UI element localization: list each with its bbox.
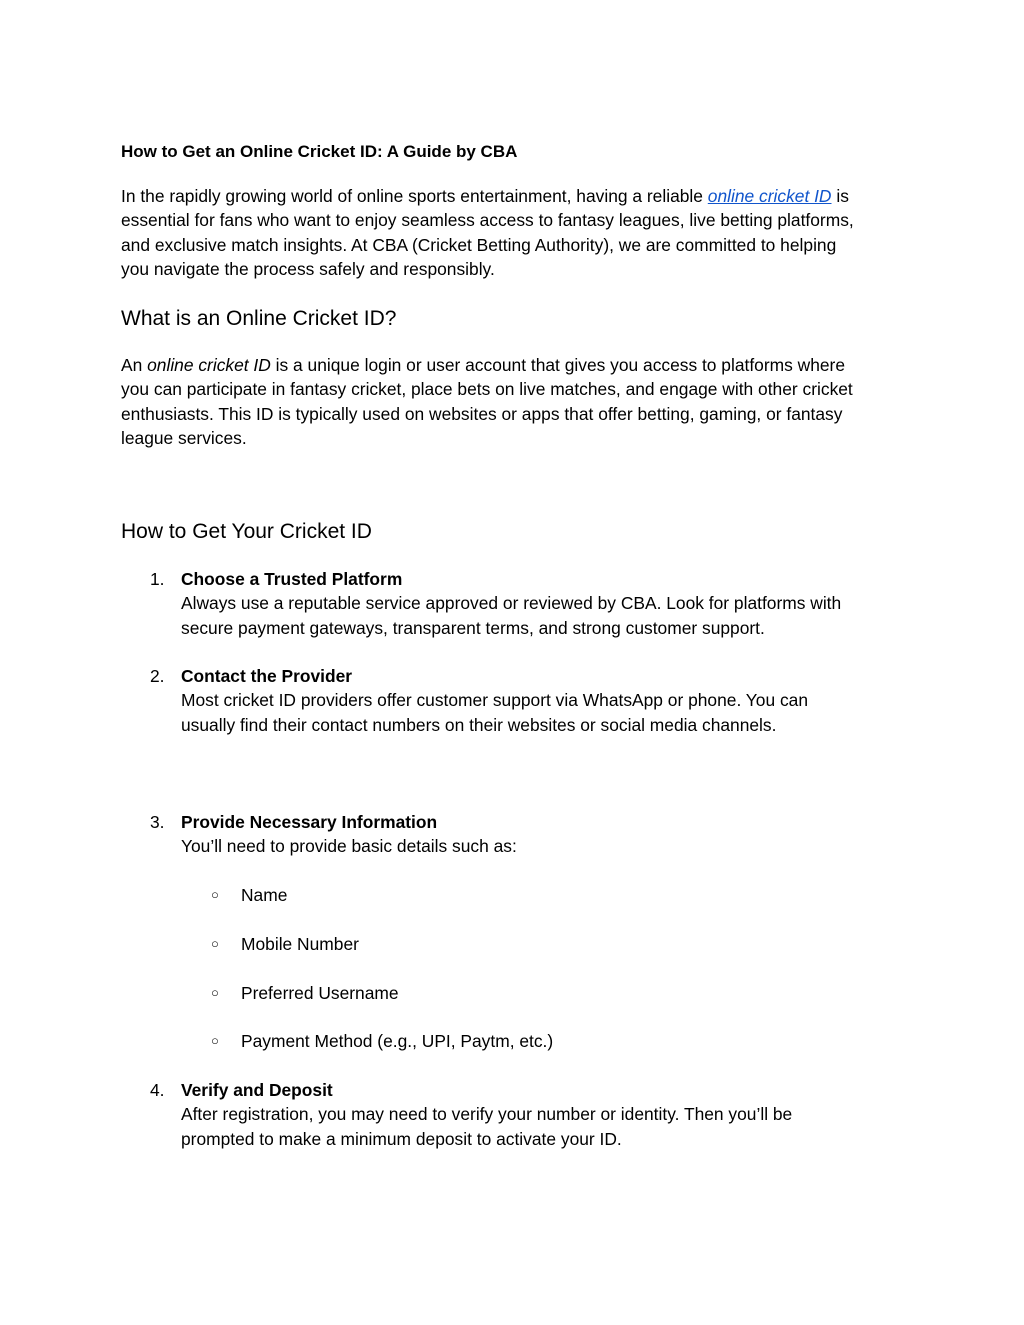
step-heading: Choose a Trusted Platform	[181, 569, 403, 589]
hollow-circle-bullet-icon: ○	[211, 887, 219, 902]
what-is-line-4: league services.	[121, 427, 247, 448]
step-body	[181, 567, 911, 640]
hollow-circle-bullet-icon: ○	[211, 1033, 219, 1048]
intro-text: is	[831, 186, 849, 206]
step-number: 1.	[150, 569, 165, 589]
list-item-text: Payment Method (e.g., UPI, Paytm, etc.)	[241, 1031, 554, 1051]
hollow-circle-bullet-icon: ○	[211, 985, 219, 1000]
step-body	[181, 664, 911, 737]
step-text-line-2: usually find their contact numbers on their websites or social media channels.	[181, 714, 777, 735]
online-cricket-id-link[interactable]: online cricket ID	[707, 186, 832, 206]
what-is-line-3: enthusiasts. This ID is typically used on websites or apps that offer betting, gaming, or fantasy	[121, 403, 843, 424]
list-item-text: Mobile Number	[241, 934, 359, 954]
document-title: How to Get an Online Cricket ID: A Guide by CBA	[121, 142, 518, 161]
step-text-line-1: Always use a reputable service approved or reviewed by CBA. Look for platforms with	[181, 593, 842, 614]
step-text-line-2: prompted to make a minimum deposit to activate your ID.	[181, 1128, 622, 1149]
step-heading: Contact the Provider	[181, 666, 353, 686]
step-text-line-1: You’ll need to provide basic details such as:	[181, 836, 517, 857]
intro-text: In the rapidly growing world of online sports entertainment, having a reliable	[121, 186, 708, 206]
what-is-text: is a unique login or user account that gives you access to platforms where	[270, 355, 846, 375]
intro-line-4: you navigate the process safely and responsibly.	[121, 258, 495, 279]
step-number: 4.	[150, 1080, 165, 1100]
step-number: 2.	[150, 666, 165, 686]
step-number: 3.	[150, 812, 165, 832]
list-item-text: Name	[241, 885, 288, 905]
step-text-line-1: Most cricket ID providers offer customer support via WhatsApp or phone. You can	[181, 690, 809, 711]
step-text-line-2: secure payment gateways, transparent terms, and strong customer support.	[181, 617, 765, 638]
intro-line-3: and exclusive match insights. At CBA (Cricket Betting Authority), we are committed to helping	[121, 234, 837, 255]
step-heading: Verify and Deposit	[181, 1080, 333, 1100]
intro-line-1	[121, 184, 906, 208]
what-is-italic-term: online cricket ID	[147, 355, 271, 375]
what-is-paragraph	[121, 353, 906, 450]
what-is-line-2: you can participate in fantasy cricket, place bets on live matches, and engage with other cricket	[121, 379, 853, 400]
intro-paragraph	[121, 184, 906, 281]
what-is-text: An	[121, 355, 148, 375]
section-heading-what-is: What is an Online Cricket ID?	[121, 307, 397, 330]
step-body	[181, 810, 911, 859]
intro-line-2: essential for fans who want to enjoy seamless access to fantasy leagues, live betting platforms,	[121, 210, 854, 231]
list-item-text: Preferred Username	[241, 983, 399, 1003]
what-is-line-1	[121, 353, 906, 377]
step-text-line-1: After registration, you may need to verify your number or identity. Then you’ll be	[181, 1104, 793, 1125]
step-heading: Provide Necessary Information	[181, 812, 438, 832]
step-body	[181, 1078, 911, 1151]
section-heading-how-to-get: How to Get Your Cricket ID	[121, 520, 372, 543]
hollow-circle-bullet-icon: ○	[211, 936, 219, 951]
